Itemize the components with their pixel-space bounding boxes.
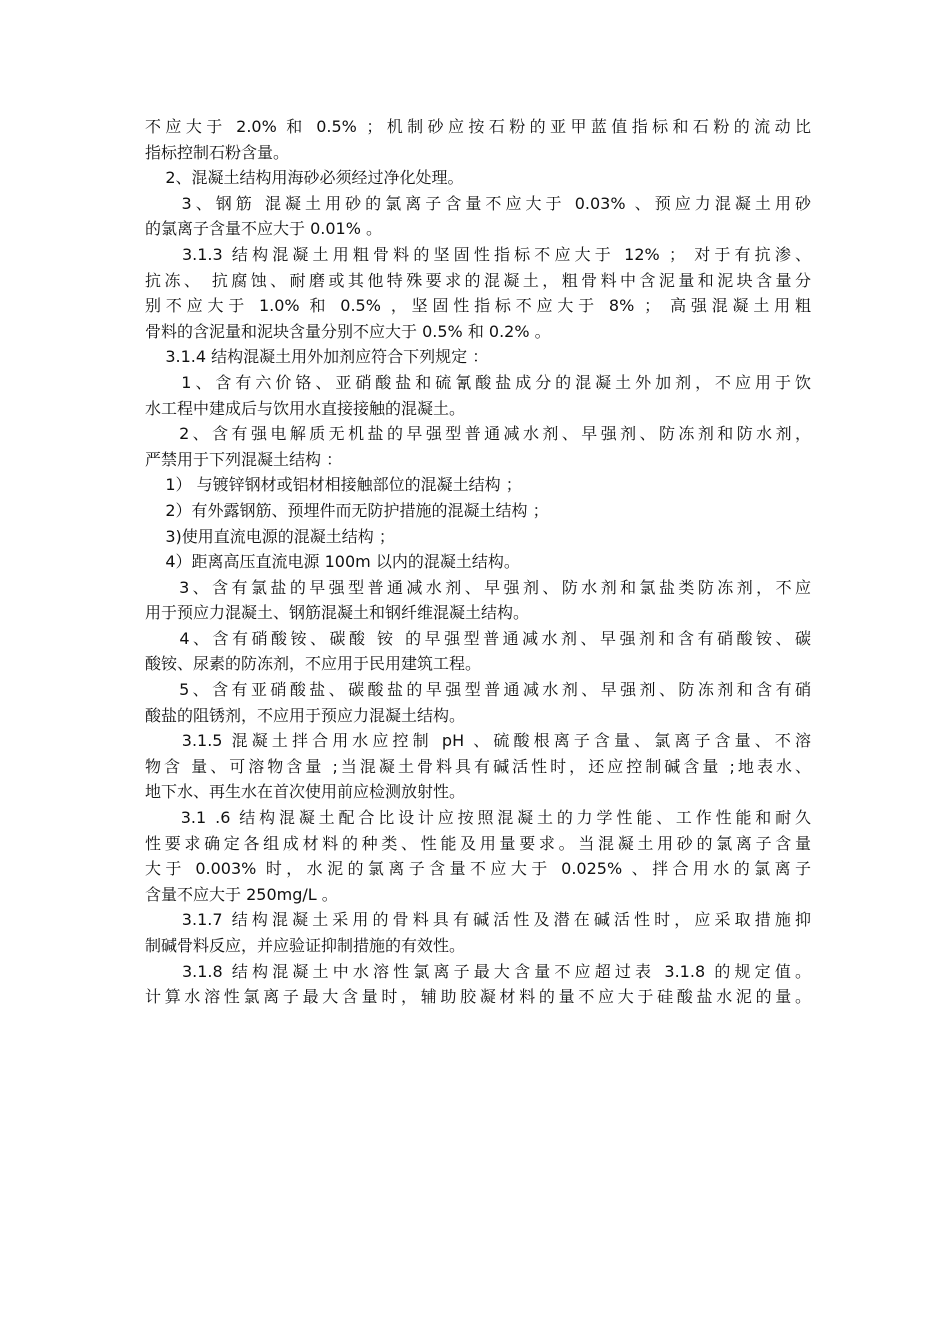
text-line: 3、含有氯盐的早强型普通减水剂、早强剂、防水剂和氯盐类防冻剂，不应 (145, 577, 811, 597)
text-line: 抗冻、 抗腐蚀、耐磨或其他特殊要求的混凝土，粗骨料中含泥量和泥块含量分 (145, 270, 811, 290)
text-line: 酸铵、尿素的防冻剂，不应用于民用建筑工程。 (145, 654, 482, 674)
document-body (145, 114, 811, 1010)
text-line: 含量不应大于 250mg/L 。 (145, 884, 338, 904)
text-line: 2、混凝土结构用海砂必须经过净化处理。 (145, 168, 464, 188)
text-line: 大于 0.003% 时，水泥的氯离子含量不应大于 0.025% 、拌合用水的氯离子 (145, 859, 811, 879)
text-line: 的氯离子含量不应大于 0.01% 。 (145, 219, 383, 239)
text-line: 1、含有六价铬、亚硝酸盐和硫氰酸盐成分的混凝土外加剂，不应用于饮 (145, 372, 811, 392)
text-line: 性要求确定各组成材料的种类、性能及用量要求。当混凝土用砂的氯离子含量 (145, 833, 811, 853)
text-line: 计算水溶性氯离子最大含量时，辅助胶凝材料的量不应大于硅酸盐水泥的量。 (145, 987, 811, 1007)
text-line: 不应大于 2.0% 和 0.5% ；机制砂应按石粉的亚甲蓝值指标和石粉的流动比 (145, 117, 811, 136)
text-line: 骨料的含泥量和泥块含量分别不应大于 0.5% 和 0.2% 。 (145, 321, 551, 341)
text-line: 2）有外露钢筋、预埋件而无防护措施的混凝土结构 ； (145, 500, 549, 520)
text-line: 3.1.8 结构混凝土中水溶性氯离子最大含量不应超过表 3.1.8 的规定值。 (145, 961, 811, 981)
text-line: 指标控制石粉含量。 (145, 142, 290, 162)
text-line: 别不应大于 1.0% 和 0.5% ，坚固性指标不应大于 8% ； 高强混凝土用粗 (145, 296, 811, 316)
text-line: 地下水、再生水在首次使用前应检测放射性。 (145, 782, 466, 802)
text-line: 4）距离高压直流电源 100m 以内的混凝土结构。 (145, 552, 520, 572)
text-line: 3.1.3 结构混凝土用粗骨料的坚固性指标不应大于 12% ； 对于有抗渗、 (145, 244, 811, 264)
text-line: 1） 与镀锌钢材或铝材相接触部位的混凝土结构 ； (145, 475, 522, 495)
text-line: 2、含有强电解质无机盐的早强型普通减水剂、早强剂、防冻剂和防水剂， (145, 424, 811, 444)
text-line: 酸盐的阻锈剂，不应用于预应力混凝土结构。 (145, 705, 466, 725)
text-line: 3.1 .6 结构混凝土配合比设计应按照混凝土的力学性能、工作性能和耐久 (145, 808, 811, 828)
text-line: 3、钢筋 混凝土用砂的氯离子含量不应大于 0.03% 、预应力混凝土用砂 (145, 193, 811, 213)
text-line: 3.1.5 混凝土拌合用水应控制 pH 、硫酸根离子含量、氯离子含量、不溶 (145, 731, 811, 751)
text-line: 严禁用于下列混凝土结构 ： (145, 449, 343, 469)
text-line: 3)使用直流电源的混凝土结构 ； (145, 526, 395, 546)
text-line: 制碱骨料反应，并应验证抑制措施的有效性。 (145, 936, 466, 955)
text-line: 3.1.4 结构混凝土用外加剂应符合下列规定 ： (145, 347, 489, 367)
text-line: 4、含有硝酸铵、碳酸 铵 的早强型普通减水剂、早强剂和含有硝酸铵、碳 (145, 628, 811, 648)
text-line: 用于预应力混凝土、钢筋混凝土和钢纤维混凝土结构。 (145, 603, 530, 623)
text-line: 5、含有亚硝酸盐、碳酸盐的早强型普通减水剂、早强剂、防冻剂和含有硝 (145, 680, 811, 700)
text-line: 水工程中建成后与饮用水直接接触的混凝土。 (145, 398, 466, 418)
text-line: 3.1.7 结构混凝土采用的骨料具有碱活性及潜在碱活性时，应采取措施抑 (145, 910, 811, 930)
text-line: 物含 量、可溶物含量 ;当混凝土骨料具有碱活性时，还应控制碱含量 ;地表水、 (145, 756, 811, 776)
